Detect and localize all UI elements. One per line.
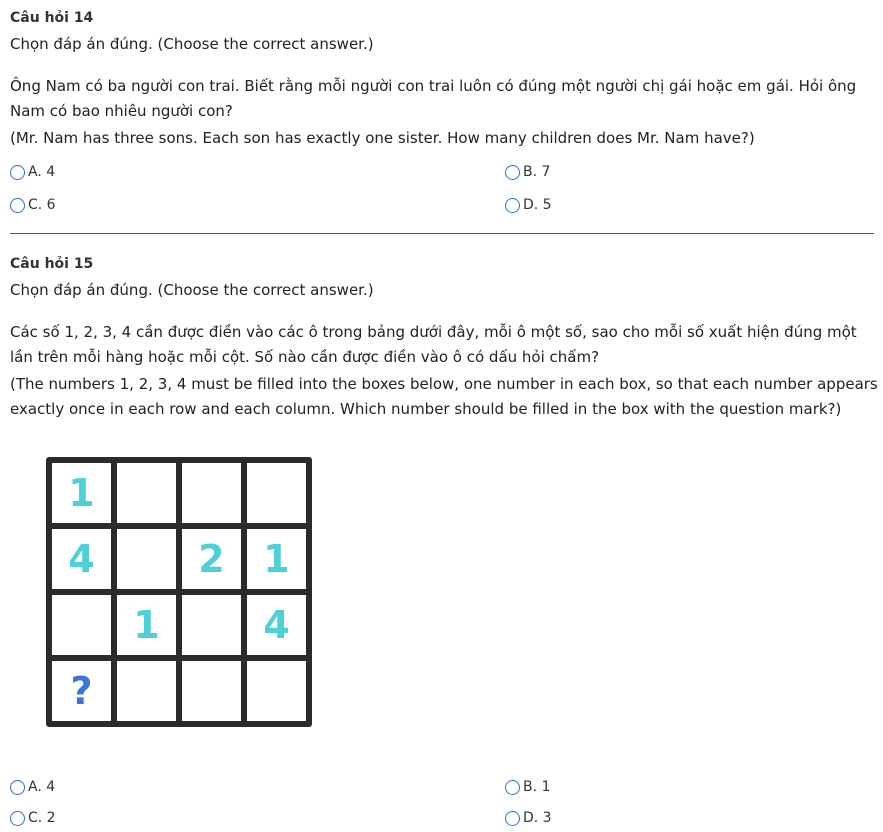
q15-text-vi-1: Các số 1, 2, 3, 4 cần được điền vào các ô trong bảng dưới đây, mỗi ô một số, sao cho mỗi số xuất hiện đúng một xyxy=(10,323,857,341)
grid-cell xyxy=(182,463,241,523)
grid-cell xyxy=(182,661,241,721)
grid-cell xyxy=(247,463,306,523)
q15-text-en-2: exactly once in each row and each column. Which number should be filled in the box with the question mark?) xyxy=(10,400,842,418)
radio-icon[interactable] xyxy=(505,811,520,826)
question-divider xyxy=(10,233,874,234)
q14-text-vi-1: Ông Nam có ba người con trai. Biết rằng mỗi người con trai luôn có đúng một người chị gái hoặc em gái. Hỏi ông xyxy=(10,77,857,95)
grid-cell: 4 xyxy=(52,529,111,589)
question-mark-cell: ? xyxy=(52,661,111,721)
q15-instruction: Chọn đáp án đúng. (Choose the correct answer.) xyxy=(10,281,374,299)
grid-cell xyxy=(182,595,241,655)
q14-option-c[interactable] xyxy=(10,194,56,216)
q15-option-d-label: D. 3 xyxy=(523,810,552,826)
q15-text-en-1: (The numbers 1, 2, 3, 4 must be filled into the boxes below, one number in each box, so that each number appears xyxy=(10,375,878,393)
q14-option-a[interactable] xyxy=(10,161,55,183)
grid-cell xyxy=(247,661,306,721)
grid-cell: 4 xyxy=(247,595,306,655)
radio-icon[interactable] xyxy=(505,780,520,795)
q15-title: Câu hỏi 15 xyxy=(10,256,94,272)
q14-option-d-label: D. 5 xyxy=(523,197,552,213)
radio-icon[interactable] xyxy=(10,165,25,180)
q15-option-b[interactable] xyxy=(505,776,550,798)
radio-icon[interactable] xyxy=(10,811,25,826)
q14-text-en: (Mr. Nam has three sons. Each son has exactly one sister. How many children does Mr. Nam have?) xyxy=(10,129,755,147)
q14-option-b-label: B. 7 xyxy=(523,164,551,180)
q14-option-b[interactable] xyxy=(505,161,550,183)
grid-cell: 1 xyxy=(117,595,176,655)
q14-option-c-label: C. 6 xyxy=(28,197,56,213)
q15-option-a[interactable] xyxy=(10,776,55,798)
q14-title: Câu hỏi 14 xyxy=(10,10,94,26)
q15-option-c-label: C. 2 xyxy=(28,810,56,826)
grid-cell: 1 xyxy=(247,529,306,589)
q14-text-vi-2: Nam có bao nhiêu người con? xyxy=(10,102,233,120)
q15-option-c[interactable] xyxy=(10,807,56,829)
grid-cell xyxy=(117,463,176,523)
radio-icon[interactable] xyxy=(505,165,520,180)
q15-text-vi-2: lần trên mỗi hàng hoặc mỗi cột. Số nào cần được điền vào ô có dấu hỏi chấm? xyxy=(10,348,600,366)
grid-cell xyxy=(52,595,111,655)
q14-instruction: Chọn đáp án đúng. (Choose the correct answer.) xyxy=(10,35,374,53)
q14-option-d[interactable] xyxy=(505,194,552,216)
grid-cell: 2 xyxy=(182,529,241,589)
q15-option-d[interactable] xyxy=(505,807,552,829)
radio-icon[interactable] xyxy=(505,198,520,213)
sudoku-grid xyxy=(46,457,312,727)
radio-icon[interactable] xyxy=(10,198,25,213)
q15-option-b-label: B. 1 xyxy=(523,779,551,795)
q15-option-a-label: A. 4 xyxy=(28,779,56,795)
grid-cell xyxy=(117,529,176,589)
q14-option-a-label: A. 4 xyxy=(28,164,56,180)
grid-cell: 1 xyxy=(52,463,111,523)
radio-icon[interactable] xyxy=(10,780,25,795)
grid-cell xyxy=(117,661,176,721)
